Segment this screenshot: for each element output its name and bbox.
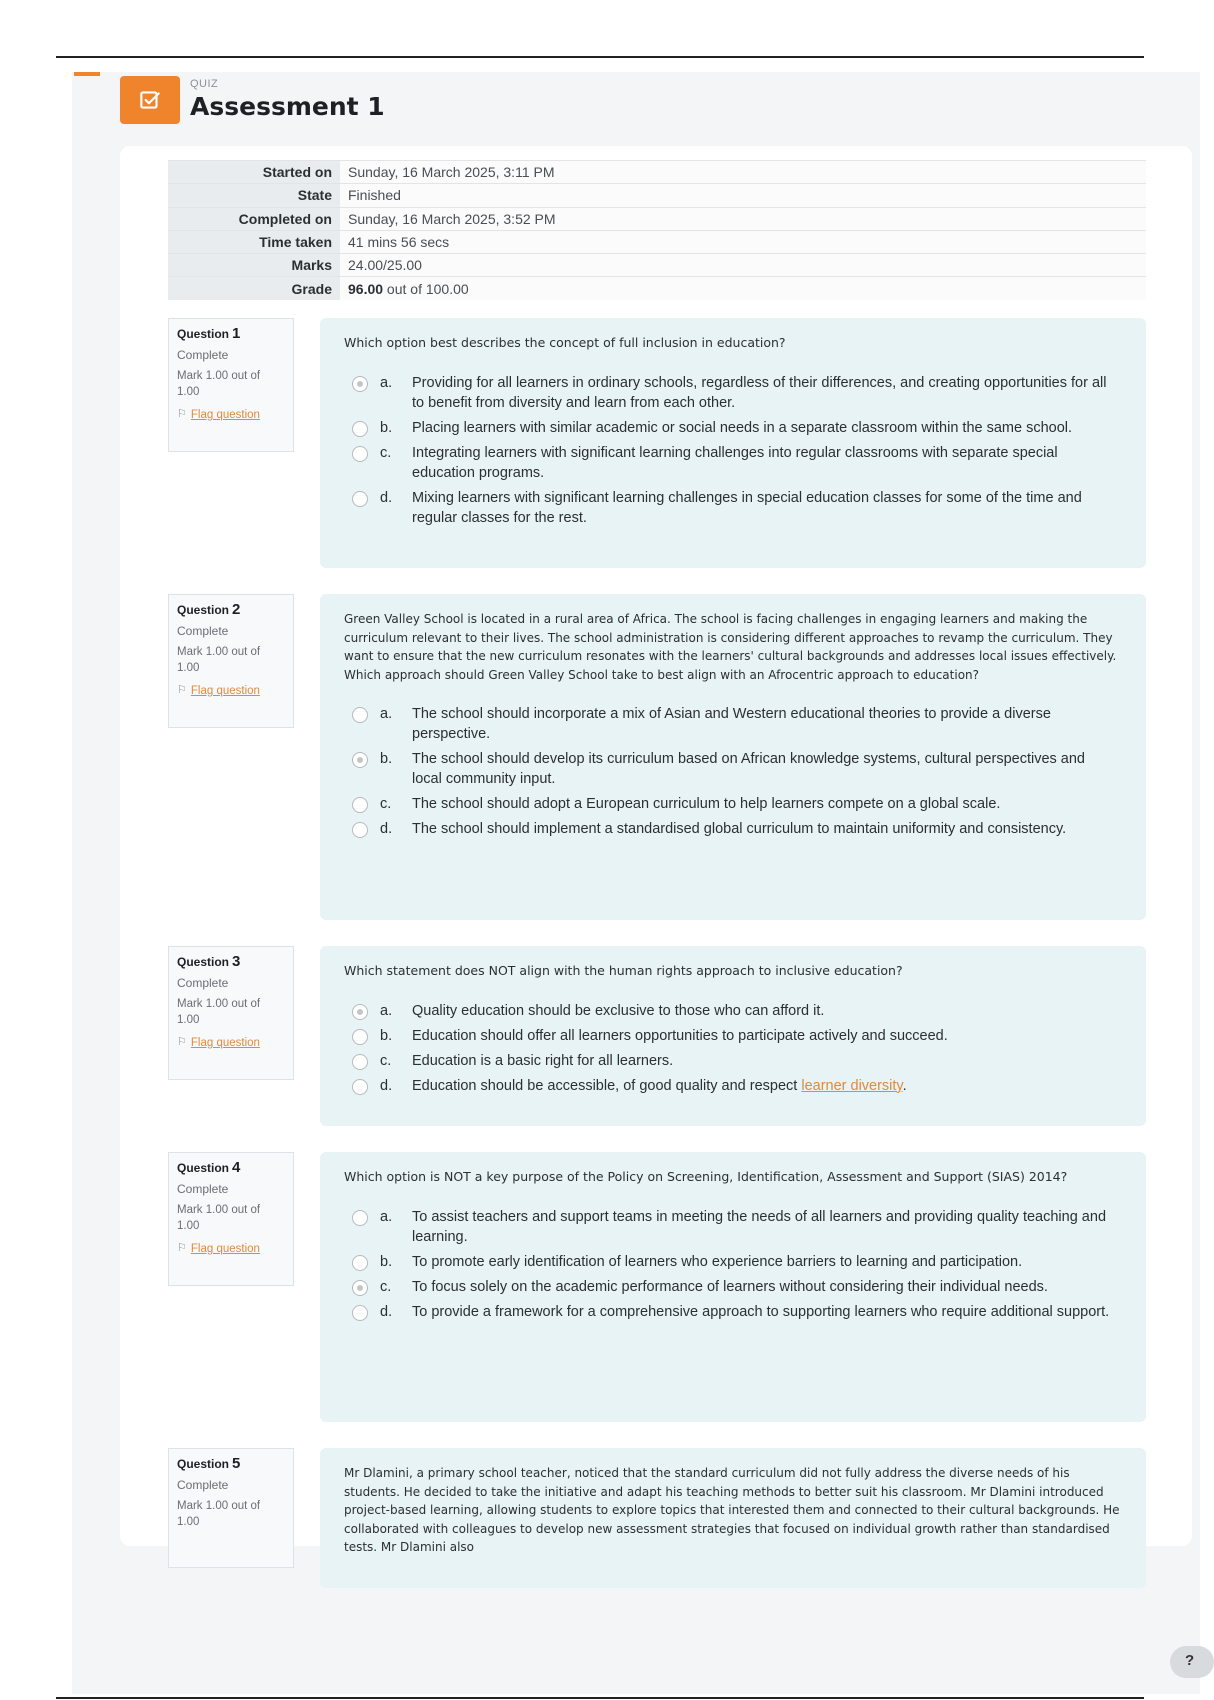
question-text: Which option best describes the concept of full inclusion in education? bbox=[344, 335, 786, 350]
question-text: Which statement does NOT align with the human rights approach to inclusive education? bbox=[344, 963, 903, 978]
question-content-2 bbox=[320, 594, 1146, 920]
answer-option-d[interactable] bbox=[344, 1302, 1124, 1322]
quiz-checkbox-icon bbox=[120, 76, 180, 124]
question-number bbox=[177, 953, 285, 970]
answer-letter: b. bbox=[380, 1253, 393, 1270]
summary-label: Time taken bbox=[168, 230, 340, 253]
question-grade: Mark 1.00 out of 1.00 bbox=[177, 998, 261, 1026]
answer-option-b[interactable] bbox=[344, 418, 1124, 438]
grade-out-of: out of 100.00 bbox=[383, 280, 469, 297]
answer-text: Mixing learners with significant learning challenges in special education classes for some of the time and regular classes for the rest. bbox=[412, 489, 1082, 526]
flag-question-label[interactable]: Flag question bbox=[190, 1243, 260, 1256]
question-info-4 bbox=[168, 1152, 294, 1286]
flag-icon: ⚐ bbox=[177, 684, 187, 697]
question-number bbox=[177, 325, 285, 342]
answer-option-c[interactable] bbox=[344, 1277, 1124, 1297]
radio-button[interactable] bbox=[352, 1280, 368, 1296]
answer-option-b[interactable] bbox=[344, 749, 1124, 789]
question-info-2 bbox=[168, 594, 294, 728]
summary-value: Finished bbox=[340, 184, 1146, 207]
answer-text: Integrating learners with significant learning challenges into regular classrooms with separate special education programs. bbox=[412, 444, 1058, 481]
question-number bbox=[177, 1455, 285, 1472]
question-label: Question bbox=[177, 1161, 230, 1175]
summary-value: 41 mins 56 secs bbox=[340, 230, 1146, 253]
accent-tab bbox=[74, 72, 100, 76]
answer-text: Quality education should be exclusive to those who can afford it. bbox=[412, 1002, 825, 1019]
flag-question-link[interactable] bbox=[177, 1035, 285, 1051]
summary-row-started bbox=[168, 161, 1146, 184]
summary-row-time-taken bbox=[168, 230, 1146, 253]
flag-question-link[interactable] bbox=[177, 1241, 285, 1257]
question-label: Question bbox=[177, 603, 230, 617]
answer-option-c[interactable] bbox=[344, 443, 1124, 483]
flag-question-label[interactable]: Flag question bbox=[190, 1037, 260, 1050]
answer-option-a[interactable] bbox=[344, 704, 1124, 744]
radio-button[interactable] bbox=[352, 1004, 368, 1020]
question-number-value: 5 bbox=[232, 1455, 241, 1472]
answer-option-d[interactable] bbox=[344, 1076, 1124, 1096]
glossary-link[interactable]: learner diversity bbox=[801, 1077, 903, 1094]
summary-row-state bbox=[168, 184, 1146, 207]
flag-question-link[interactable] bbox=[177, 407, 285, 423]
question-number bbox=[177, 1159, 285, 1176]
answer-text: The school should develop its curriculum based on African knowledge systems, cultural perspectives and local community input. bbox=[412, 751, 1085, 788]
summary-value: 24.00/25.00 bbox=[340, 254, 1146, 277]
summary-row-grade bbox=[168, 277, 1146, 300]
question-state: Complete bbox=[177, 624, 229, 638]
question-info-3 bbox=[168, 946, 294, 1080]
summary-label: Marks bbox=[168, 254, 340, 277]
answer-text: The school should adopt a European curriculum to help learners compete on a global scale. bbox=[412, 796, 1001, 813]
answer-text: The school should implement a standardised global curriculum to maintain uniformity and consistency. bbox=[412, 821, 1067, 838]
answer-text: To promote early identification of learners who experience barriers to learning and participation. bbox=[412, 1253, 1023, 1270]
radio-button[interactable] bbox=[352, 752, 368, 768]
answer-text: To focus solely on the academic performance of learners without considering their individual needs. bbox=[412, 1278, 1048, 1295]
question-content-5 bbox=[320, 1448, 1146, 1588]
flag-icon: ⚐ bbox=[177, 1036, 187, 1049]
answer-option-b[interactable] bbox=[344, 1026, 1124, 1046]
answer-option-b[interactable] bbox=[344, 1252, 1124, 1272]
radio-button[interactable] bbox=[352, 1210, 368, 1226]
answer-letter: a. bbox=[380, 1208, 393, 1225]
radio-button[interactable] bbox=[352, 1305, 368, 1321]
question-label: Question bbox=[177, 955, 230, 969]
summary-label: Completed on bbox=[168, 207, 340, 230]
question-number-value: 3 bbox=[232, 953, 241, 970]
page-title: Assessment 1 bbox=[190, 92, 385, 121]
radio-button[interactable] bbox=[352, 376, 368, 392]
flag-question-label[interactable]: Flag question bbox=[190, 685, 260, 698]
question-text: Green Valley School is located in a rural area of Africa. The school is facing challenges in engaging learners and making the curriculum relevant to their lives. The school administration is considering different approaches to revamp the curriculum. They want to ensure that the new curriculum resonates with the learners' cultural backgrounds and addresses local issues effectively. Which approach should Green Valley School take to best align with an Afrocentric approach to education? bbox=[344, 612, 1117, 682]
question-number-value: 2 bbox=[232, 601, 241, 618]
radio-button[interactable] bbox=[352, 491, 368, 507]
summary-value: Sunday, 16 March 2025, 3:11 PM bbox=[340, 161, 1146, 184]
answer-option-c[interactable] bbox=[344, 794, 1124, 814]
summary-value: Sunday, 16 March 2025, 3:52 PM bbox=[340, 207, 1146, 230]
question-number-value: 1 bbox=[232, 325, 241, 342]
answer-list bbox=[344, 373, 1124, 528]
help-button[interactable]: ? bbox=[1170, 1646, 1214, 1678]
flag-icon: ⚐ bbox=[177, 408, 187, 421]
answer-text: To provide a framework for a comprehensive approach to supporting learners who require additional support. bbox=[412, 1303, 1110, 1320]
radio-button[interactable] bbox=[352, 1054, 368, 1070]
answer-letter: a. bbox=[380, 706, 393, 723]
answer-option-a[interactable] bbox=[344, 373, 1124, 413]
answer-letter: c. bbox=[380, 796, 392, 813]
question-content-1 bbox=[320, 318, 1146, 568]
question-state: Complete bbox=[177, 1182, 229, 1196]
question-number-value: 4 bbox=[232, 1159, 241, 1176]
answer-text: Education should offer all learners opportunities to participate actively and succeed. bbox=[412, 1027, 948, 1044]
question-grade: Mark 1.00 out of 1.00 bbox=[177, 646, 261, 674]
flag-icon: ⚐ bbox=[177, 1242, 187, 1255]
flag-question-label[interactable]: Flag question bbox=[190, 409, 260, 422]
radio-button[interactable] bbox=[352, 446, 368, 462]
question-text: Mr Dlamini, a primary school teacher, noticed that the standard curriculum did not fully address the diverse needs of his students. He decided to take the initiative and adapt his teaching methods to better suit his classroom. Mr Dlamini introduced project-based learning, allowing students to explore topics that interested them and connected to their cultural backgrounds. He collaborated with colleagues to develop new assessment strategies that focused on individual growth rather than standardised tests. Mr Dlamini also bbox=[344, 1466, 1120, 1555]
radio-button[interactable] bbox=[352, 1029, 368, 1045]
answer-option-d[interactable] bbox=[344, 488, 1124, 528]
answer-letter: c. bbox=[380, 444, 392, 461]
question-state: Complete bbox=[177, 1478, 229, 1492]
attempt-summary-table bbox=[168, 160, 1146, 300]
question-state: Complete bbox=[177, 976, 229, 990]
question-info-1 bbox=[168, 318, 294, 452]
top-rule bbox=[56, 56, 1144, 58]
quiz-review-card bbox=[120, 146, 1192, 1555]
answer-list bbox=[344, 704, 1124, 839]
answer-text: Providing for all learners in ordinary schools, regardless of their differences, and creating opportunities for all to benefit from diversity and learn from each other. bbox=[412, 374, 1107, 411]
answer-option-a[interactable] bbox=[344, 1001, 1124, 1021]
radio-button[interactable] bbox=[352, 421, 368, 437]
radio-button[interactable] bbox=[352, 822, 368, 838]
summary-row-completed bbox=[168, 207, 1146, 230]
answer-text: The school should incorporate a mix of Asian and Western educational theories to provide a diverse perspective. bbox=[412, 706, 1051, 743]
answer-list bbox=[344, 1001, 1124, 1096]
answer-text: To assist teachers and support teams in meeting the needs of all learners and providing quality teaching and learning. bbox=[412, 1208, 1107, 1245]
summary-label: Grade bbox=[168, 277, 340, 300]
answer-option-c[interactable] bbox=[344, 1051, 1124, 1071]
summary-row-marks bbox=[168, 254, 1146, 277]
answer-letter: c. bbox=[380, 1052, 392, 1069]
answer-letter: c. bbox=[380, 1278, 392, 1295]
question-grade: Mark 1.00 out of 1.00 bbox=[177, 1500, 261, 1528]
summary-label: State bbox=[168, 184, 340, 207]
question-content-3 bbox=[320, 946, 1146, 1126]
question-state: Complete bbox=[177, 348, 229, 362]
question-grade: Mark 1.00 out of 1.00 bbox=[177, 1204, 261, 1232]
answer-text bbox=[412, 1076, 1124, 1096]
question-label: Question bbox=[177, 327, 230, 341]
answer-letter: d. bbox=[380, 489, 393, 506]
answer-letter: a. bbox=[380, 1002, 393, 1019]
answer-text-end: . bbox=[902, 1077, 907, 1094]
question-number bbox=[177, 601, 285, 618]
question-grade: Mark 1.00 out of 1.00 bbox=[177, 370, 261, 398]
answer-list bbox=[344, 1207, 1124, 1322]
bottom-rule bbox=[56, 1697, 1144, 1699]
answer-letter: d. bbox=[380, 1077, 393, 1094]
answer-letter: d. bbox=[380, 821, 393, 838]
answer-letter: b. bbox=[380, 1027, 393, 1044]
question-label: Question bbox=[177, 1457, 230, 1471]
question-text: Which option is NOT a key purpose of the Policy on Screening, Identification, Assessment and Support (SIAS) 2014? bbox=[344, 1169, 1068, 1184]
answer-letter: b. bbox=[380, 751, 393, 768]
answer-text-start: Education should be accessible, of good quality and respect bbox=[412, 1077, 802, 1094]
answer-text: Education is a basic right for all learners. bbox=[412, 1052, 674, 1069]
question-content-4 bbox=[320, 1152, 1146, 1422]
radio-button[interactable] bbox=[352, 707, 368, 723]
answer-option-a[interactable] bbox=[344, 1207, 1124, 1247]
answer-letter: a. bbox=[380, 374, 393, 391]
radio-button[interactable] bbox=[352, 1079, 368, 1095]
flag-question-link[interactable] bbox=[177, 683, 285, 699]
radio-button[interactable] bbox=[352, 1255, 368, 1271]
grade-score: 96.00 bbox=[348, 280, 384, 297]
question-info-5 bbox=[168, 1448, 294, 1568]
activity-kind: QUIZ bbox=[190, 78, 219, 90]
answer-letter: b. bbox=[380, 419, 393, 436]
radio-button[interactable] bbox=[352, 797, 368, 813]
summary-value bbox=[340, 277, 1146, 300]
summary-label: Started on bbox=[168, 161, 340, 184]
answer-option-d[interactable] bbox=[344, 819, 1124, 839]
answer-text: Placing learners with similar academic or social needs in a separate classroom within the same school. bbox=[412, 419, 1073, 436]
answer-letter: d. bbox=[380, 1303, 393, 1320]
